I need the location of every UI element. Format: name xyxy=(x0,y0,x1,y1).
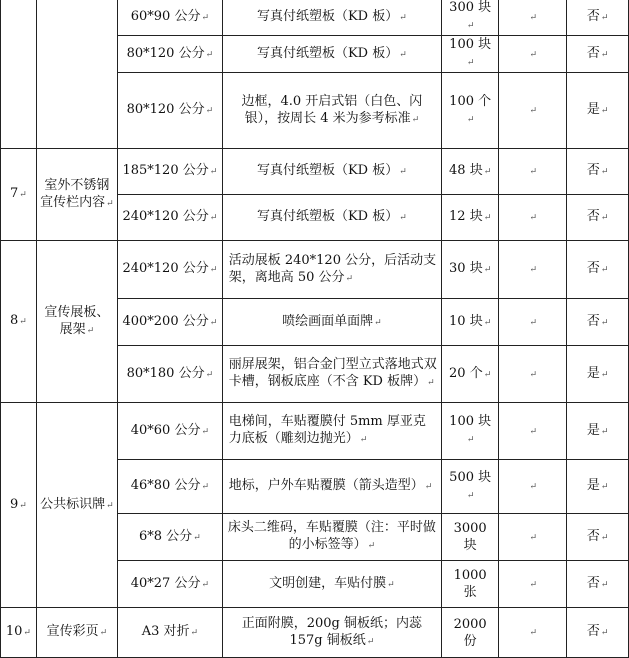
mark-icon: ↵ xyxy=(600,12,609,23)
flag-cell: 否↵ xyxy=(567,149,629,195)
mark-icon: ↵ xyxy=(359,435,368,445)
mark-icon: ↵ xyxy=(366,636,375,647)
spec-cell: 46*80 公分↵ xyxy=(118,460,223,514)
note-cell xyxy=(499,403,567,460)
mark-icon: ↵ xyxy=(209,317,218,328)
mark-icon: ↵ xyxy=(529,317,538,328)
spec-cell: 40*27 公分↵ xyxy=(118,561,223,608)
note-cell xyxy=(499,0,567,36)
item-name-cell: 公共标识牌↵ xyxy=(36,403,117,608)
qty-cell: 500 块↵ xyxy=(442,460,499,514)
flag-cell: 否↵ xyxy=(567,36,629,73)
flag-cell: 是↵ xyxy=(567,460,629,514)
flag-cell: 否↵ xyxy=(567,299,629,346)
mark-icon: ↵ xyxy=(106,500,114,511)
note-cell xyxy=(499,561,567,608)
mark-icon: ↵ xyxy=(427,378,435,388)
mark-icon: ↵ xyxy=(483,369,492,380)
spec-cell: 80*120 公分↵ xyxy=(118,73,223,149)
mark-icon: ↵ xyxy=(201,579,209,590)
desc-cell: 写真付纸塑板（KD 板）↵ xyxy=(222,149,441,195)
mark-icon: ↵ xyxy=(600,265,609,275)
spec-cell: A3 对折↵ xyxy=(118,608,223,658)
mark-icon: ↵ xyxy=(374,317,382,328)
desc-cell: 正面附膜，200g 铜板纸；内蕊 157g 铜板纸↵ xyxy=(222,608,441,658)
spec-cell: 60*90 公分↵ xyxy=(118,0,223,36)
qty-cell: 12 块↵ xyxy=(442,195,499,241)
qty-cell: 2000 份 xyxy=(442,608,499,658)
note-cell xyxy=(499,608,567,658)
desc-cell: 边框，4.0 开启式铝（白色、闪银），按周长 4 米为参考标准↵ xyxy=(222,73,441,149)
qty-cell: 3000 块 xyxy=(442,514,499,561)
note-cell xyxy=(499,149,567,195)
desc-cell: 文明创建，车贴付膜↵ xyxy=(222,561,441,608)
item-name-cell xyxy=(36,0,117,149)
qty-cell: 100 个↵ xyxy=(442,73,499,149)
mark-icon: ↵ xyxy=(529,628,538,638)
desc-cell: 喷绘画面单面牌↵ xyxy=(222,299,441,346)
spec-cell: 80*120 公分↵ xyxy=(118,36,223,73)
mark-icon: ↵ xyxy=(19,317,27,327)
qty-cell: 300 块↵ xyxy=(442,0,499,36)
desc-cell: 写真付纸塑板（KD 板）↵ xyxy=(222,36,441,73)
desc-cell: 丽屏展架，铝合金门型立式落地式双卡槽，钢板底座（不含 KD 板牌）↵ xyxy=(222,346,441,403)
mark-icon: ↵ xyxy=(205,49,214,60)
desc-cell: 电梯间，车贴覆膜付 5mm 厚亚克力底板（雕刻边抛光）↵ xyxy=(222,403,441,460)
mark-icon: ↵ xyxy=(209,265,218,275)
mark-icon: ↵ xyxy=(399,213,407,223)
table-row xyxy=(1,0,629,36)
mark-icon: ↵ xyxy=(209,213,218,223)
mark-icon: ↵ xyxy=(209,167,218,177)
desc-cell: 地标，户外车贴覆膜（箭头造型）↵ xyxy=(222,460,441,514)
mark-icon: ↵ xyxy=(600,106,609,116)
flag-cell: 否↵ xyxy=(567,241,629,299)
mark-icon: ↵ xyxy=(190,628,199,638)
mark-icon: ↵ xyxy=(600,167,609,177)
number-cell xyxy=(1,0,37,149)
mark-icon: ↵ xyxy=(399,12,407,23)
flag-cell: 否↵ xyxy=(567,514,629,561)
mark-icon: ↵ xyxy=(367,541,376,551)
mark-icon: ↵ xyxy=(600,369,609,380)
mark-icon: ↵ xyxy=(529,369,538,380)
mark-icon: ↵ xyxy=(19,190,27,200)
qty-cell: 10 块↵ xyxy=(442,299,499,346)
note-cell xyxy=(499,195,567,241)
mark-icon: ↵ xyxy=(529,167,538,177)
mark-icon: ↵ xyxy=(205,106,214,116)
mark-icon: ↵ xyxy=(600,49,609,60)
qty-cell: 1000 张 xyxy=(442,561,499,608)
table-row xyxy=(1,403,629,460)
flag-cell: 否↵ xyxy=(567,608,629,658)
mark-icon: ↵ xyxy=(466,58,475,68)
mark-icon: ↵ xyxy=(399,167,407,177)
note-cell xyxy=(499,514,567,561)
flag-cell: 否↵ xyxy=(567,195,629,241)
mark-icon: ↵ xyxy=(99,628,108,638)
qty-cell: 20 个↵ xyxy=(442,346,499,403)
item-name-cell: 宣传展板、展架↵ xyxy=(36,241,117,403)
mark-icon: ↵ xyxy=(23,628,31,638)
qty-cell: 100 块↵ xyxy=(442,403,499,460)
number-cell: 8↵ xyxy=(1,241,37,403)
mark-icon: ↵ xyxy=(600,482,609,492)
mark-icon: ↵ xyxy=(600,213,609,223)
mark-icon: ↵ xyxy=(106,198,114,209)
note-cell xyxy=(499,36,567,73)
mark-icon: ↵ xyxy=(466,435,475,445)
mark-icon: ↵ xyxy=(201,482,209,492)
mark-icon: ↵ xyxy=(600,532,609,543)
flag-cell: 是↵ xyxy=(567,73,629,149)
note-cell xyxy=(499,460,567,514)
spec-cell: 40*60 公分↵ xyxy=(118,403,223,460)
flag-cell: 是↵ xyxy=(567,403,629,460)
desc-cell: 床头二维码，车贴覆膜（注：平时做的小标签等）↵ xyxy=(222,514,441,561)
mark-icon: ↵ xyxy=(483,167,492,177)
mark-icon: ↵ xyxy=(411,114,420,125)
note-cell xyxy=(499,73,567,149)
mark-icon: ↵ xyxy=(600,628,609,638)
mark-icon: ↵ xyxy=(466,490,475,501)
item-name-cell: 宣传彩页↵ xyxy=(36,608,117,658)
table-row xyxy=(1,241,629,299)
spec-cell: 400*200 公分↵ xyxy=(118,299,223,346)
number-cell: 7↵ xyxy=(1,149,37,241)
mark-icon: ↵ xyxy=(387,579,395,590)
mark-icon: ↵ xyxy=(483,317,492,328)
mark-icon: ↵ xyxy=(529,482,538,492)
mark-icon: ↵ xyxy=(201,426,209,437)
spec-cell: 6*8 公分↵ xyxy=(118,514,223,561)
note-cell xyxy=(499,346,567,403)
table-row xyxy=(1,608,629,658)
mark-icon: ↵ xyxy=(529,49,538,60)
flag-cell: 是↵ xyxy=(567,346,629,403)
mark-icon: ↵ xyxy=(529,426,538,437)
mark-icon: ↵ xyxy=(529,12,538,23)
flag-cell: 否↵ xyxy=(567,0,629,36)
qty-cell: 30 块↵ xyxy=(442,241,499,299)
mark-icon: ↵ xyxy=(529,265,538,275)
desc-cell: 活动展板 240*120 公分，后活动支架，离地高 50 公分↵ xyxy=(222,241,441,299)
mark-icon: ↵ xyxy=(193,532,201,543)
mark-icon: ↵ xyxy=(201,12,209,23)
mark-icon: ↵ xyxy=(600,426,609,437)
note-cell xyxy=(499,241,567,299)
mark-icon: ↵ xyxy=(424,482,433,492)
mark-icon: ↵ xyxy=(345,273,354,284)
desc-cell: 写真付纸塑板（KD 板）↵ xyxy=(222,195,441,241)
spec-cell: 185*120 公分↵ xyxy=(118,149,223,195)
mark-icon: ↵ xyxy=(399,49,407,60)
mark-icon: ↵ xyxy=(466,21,475,31)
mark-icon: ↵ xyxy=(600,579,609,590)
mark-icon: ↵ xyxy=(483,265,492,275)
qty-cell: 48 块↵ xyxy=(442,149,499,195)
item-name-cell: 室外不锈钢宣传栏内容↵ xyxy=(36,149,117,241)
spec-cell: 80*180 公分↵ xyxy=(118,346,223,403)
note-cell xyxy=(499,299,567,346)
mark-icon: ↵ xyxy=(600,317,609,328)
number-cell: 10↵ xyxy=(1,608,37,658)
mark-icon: ↵ xyxy=(19,500,27,511)
qty-cell: 100 块↵ xyxy=(442,36,499,73)
spec-cell: 240*120 公分↵ xyxy=(118,241,223,299)
mark-icon: ↵ xyxy=(205,369,214,380)
desc-cell: 写真付纸塑板（KD 板）↵ xyxy=(222,0,441,36)
mark-icon: ↵ xyxy=(529,532,538,543)
mark-icon: ↵ xyxy=(529,106,538,116)
number-cell: 9↵ xyxy=(1,403,37,608)
mark-icon: ↵ xyxy=(529,213,538,223)
table-row xyxy=(1,149,629,195)
mark-icon: ↵ xyxy=(483,213,492,223)
mark-icon: ↵ xyxy=(86,325,95,336)
spec-cell: 240*120 公分↵ xyxy=(118,195,223,241)
flag-cell: 否↵ xyxy=(567,561,629,608)
mark-icon: ↵ xyxy=(466,114,475,125)
mark-icon: ↵ xyxy=(529,579,538,590)
